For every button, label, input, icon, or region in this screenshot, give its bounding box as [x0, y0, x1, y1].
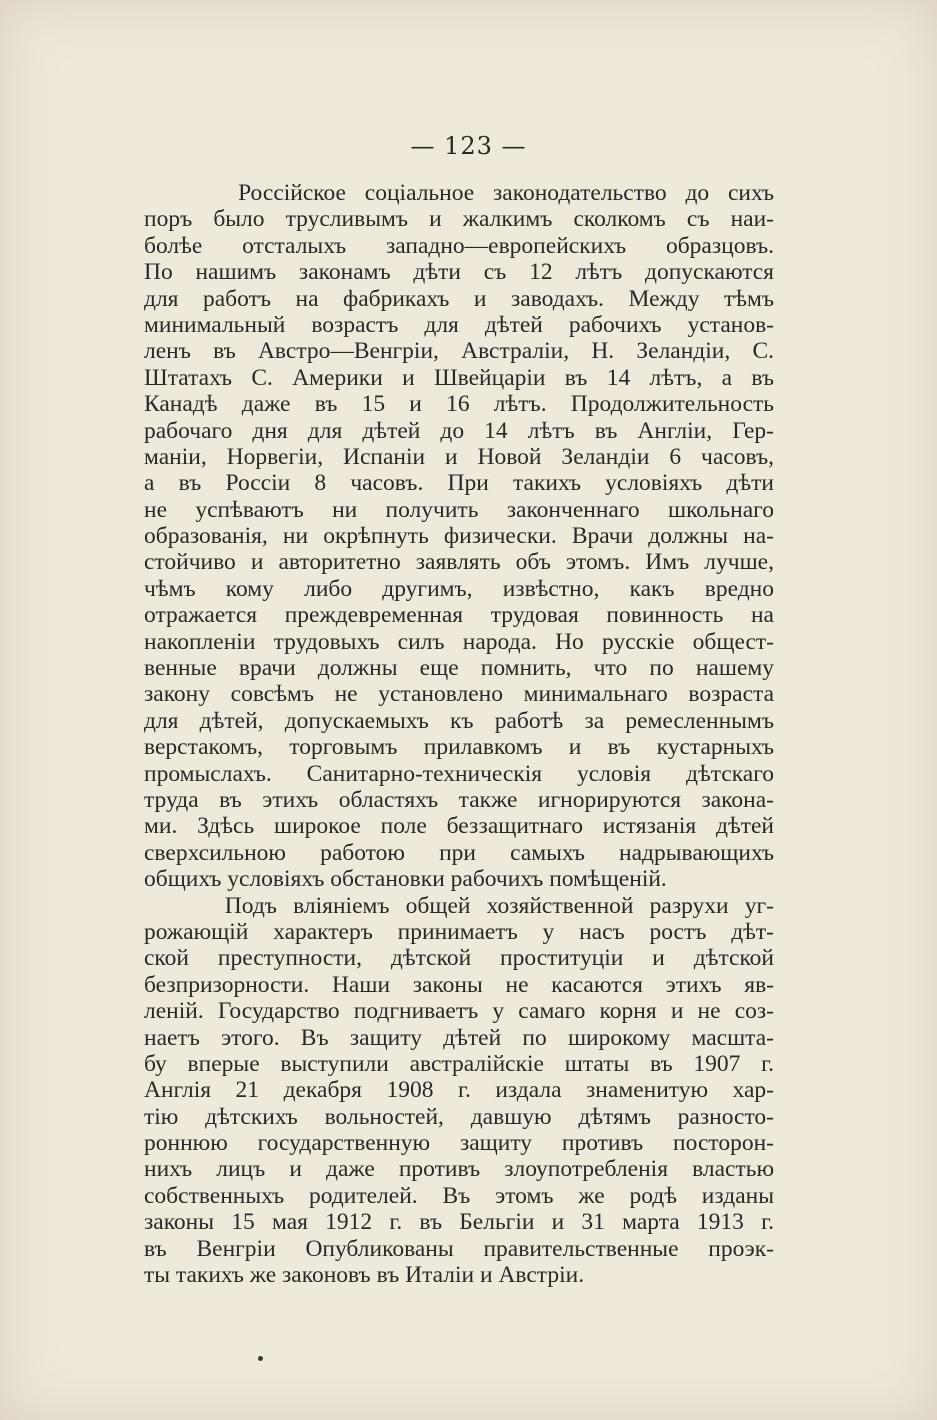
text-line: венные врачи должны еще помнить, что по нашему — [144, 655, 774, 682]
text-line: ленъ въ Австро—Венгріи, Австраліи, Н. Зеландіи, С. — [144, 338, 774, 365]
text-line: стойчиво и авторитетно заявлять объ этомъ. Имъ лучше, — [144, 549, 774, 576]
text-line: безпризорности. Наши законы не касаются этихъ яв- — [144, 971, 774, 998]
text-line: ми. Здѣсь широкое поле беззащитнаго истязанія дѣтей — [144, 813, 774, 840]
page-number: — 123 — — [410, 132, 527, 160]
text-line: Штатахъ С. Америки и Швейцаріи въ 14 лѣтъ, а въ — [144, 364, 774, 391]
paragraph-2 — [144, 893, 774, 1289]
text-line: общихъ условіяхъ обстановки рабочихъ помѣщеній. — [144, 866, 667, 893]
text-line: рожающій характеръ принимаетъ у насъ ростъ дѣт- — [144, 918, 774, 945]
text-line: Россійское соціальное законодательство до сихъ — [144, 180, 774, 206]
ink-speck — [258, 1356, 263, 1361]
text-line: поръ было трусливымъ и жалкимъ сколкомъ съ наи- — [144, 206, 774, 233]
text-line: для дѣтей, допускаемыхъ къ работѣ за ремесленнымъ — [144, 707, 774, 734]
text-line: образованія, ни окрѣпнуть физически. Врачи должны на- — [144, 523, 774, 550]
text-line: ской преступности, дѣтской проституціи и дѣтской — [144, 945, 774, 972]
text-line: Канадѣ даже въ 15 и 16 лѣтъ. Продолжительность — [144, 391, 774, 418]
text-line: болѣе отсталыхъ западно—европейскихъ образцовъ. — [144, 232, 774, 259]
text-line: Подъ вліяніемъ общей хозяйственной разрухи уг- — [144, 892, 774, 919]
text-line: Англія 21 декабря 1908 г. издала знаменитую хар- — [144, 1077, 774, 1104]
paragraph-1 — [144, 180, 774, 893]
text-line: отражается преждевременная трудовая повинность на — [144, 602, 774, 629]
text-line: а въ Россіи 8 часовъ. При такихъ условіяхъ дѣти — [144, 470, 774, 497]
text-line: наетъ этого. Въ защиту дѣтей по широкому масшта- — [144, 1024, 774, 1051]
text-line: бу вперые выступили австралійскіе штаты въ 1907 г. — [144, 1050, 774, 1077]
text-line: для работъ на фабрикахъ и заводахъ. Между тѣмъ — [144, 285, 774, 312]
body-text — [144, 180, 774, 1288]
text-line: не успѣваютъ ни получить законченнаго школьнаго — [144, 496, 774, 523]
text-line: минимальный возрастъ для дѣтей рабочихъ установ- — [144, 311, 774, 338]
text-line: маніи, Норвегіи, Испаніи и Новой Зеландіи 6 часовъ, — [144, 443, 774, 470]
text-line: накопленіи трудовыхъ силъ народа. Но русскіе общест- — [144, 628, 774, 655]
text-line: сверхсильною работою при самыхъ надрывающихъ — [144, 839, 774, 866]
text-line: законы 15 мая 1912 г. въ Бельгіи и 31 марта 1913 г. — [144, 1209, 774, 1236]
text-line: промыслахъ. Санитарно-техническія условія дѣтскаго — [144, 760, 774, 787]
text-line: леній. Государство подгниваетъ у самаго корня и не соз- — [144, 998, 774, 1025]
text-line: рабочаго дня для дѣтей до 14 лѣтъ въ Англіи, Гер- — [144, 417, 774, 444]
text-line: роннюю государственную защиту противъ посторон- — [144, 1130, 774, 1157]
text-line: труда въ этихъ областяхъ также игнорируются закона- — [144, 786, 774, 813]
text-line: собственныхъ родителей. Въ этомъ же родѣ изданы — [144, 1182, 774, 1209]
text-line: верстакомъ, торговымъ прилавкомъ и въ кустарныхъ — [144, 734, 774, 761]
text-line: закону совсѣмъ не установлено минимальнаго возраста — [144, 681, 774, 708]
text-line: ты такихъ же законовъ въ Италіи и Австріи. — [144, 1262, 585, 1289]
text-line: нихъ лицъ и даже противъ злоупотребленія властью — [144, 1156, 774, 1183]
text-line: тію дѣтскихъ вольностей, давшую дѣтямъ разносто- — [144, 1103, 774, 1130]
text-line: чѣмъ кому либо другимъ, извѣстно, какъ вредно — [144, 575, 774, 602]
text-line: По нашимъ законамъ дѣти съ 12 лѣтъ допускаются — [144, 259, 774, 286]
text-line: въ Венгріи Опубликованы правительственные проэк- — [144, 1235, 774, 1262]
